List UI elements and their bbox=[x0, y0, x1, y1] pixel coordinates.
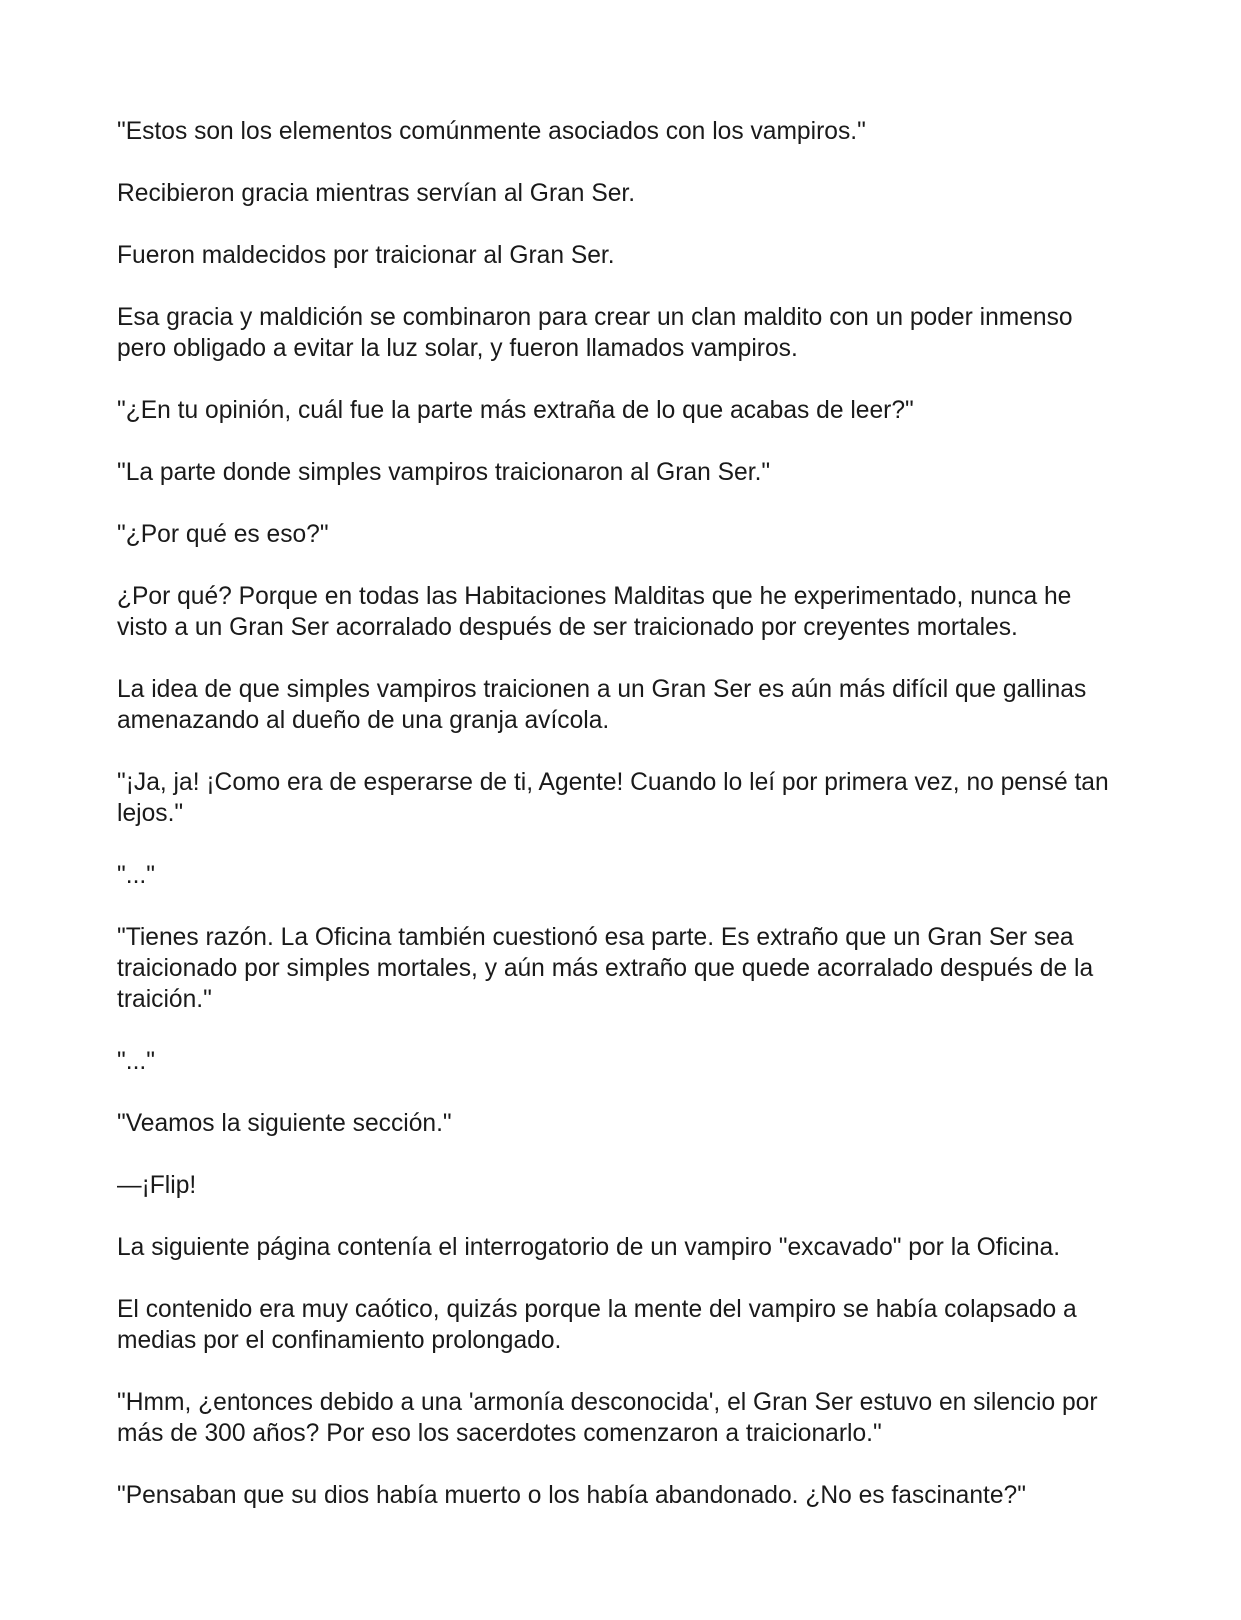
paragraph-12: "Tienes razón. La Oficina también cuestionó esa parte. Es extraño que un Gran Ser sea traicionado por simples mortales, y aún más extraño que quede acorralado después de la traición." bbox=[117, 924, 1094, 1013]
document-body bbox=[117, 116, 1127, 1511]
paragraph-9: La idea de que simples vampiros traicionen a un Gran Ser es aún más difícil que gallinas amenazando al dueño de una granja avícola. bbox=[117, 676, 1087, 734]
paragraph-1: "Estos son los elementos comúnmente asociados con los vampiros." bbox=[117, 118, 866, 145]
paragraph-18: "Hmm, ¿entonces debido a una 'armonía desconocida', el Gran Ser estuvo en silencio por más de 300 años? Por eso los sacerdotes comenzaron a traicionarlo." bbox=[117, 1389, 1098, 1447]
paragraph-13: "..." bbox=[117, 1048, 155, 1075]
paragraph-19: "Pensaban que su dios había muerto o los había abandonado. ¿No es fascinante?" bbox=[117, 1482, 1026, 1509]
paragraph-8: ¿Por qué? Porque en todas las Habitaciones Malditas que he experimentado, nunca he visto a un Gran Ser acorralado después de ser traicionado por creyentes mortales. bbox=[117, 583, 1072, 641]
paragraph-11: "..." bbox=[117, 862, 155, 889]
paragraph-4: Esa gracia y maldición se combinaron para crear un clan maldito con un poder inmenso pero obligado a evitar la luz solar, y fueron llamados vampiros. bbox=[117, 304, 1073, 362]
paragraph-15: —¡Flip! bbox=[117, 1172, 197, 1199]
paragraph-5: "¿En tu opinión, cuál fue la parte más extraña de lo que acabas de leer?" bbox=[117, 397, 914, 424]
paragraph-10: "¡Ja, ja! ¡Como era de esperarse de ti, Agente! Cuando lo leí por primera vez, no pensé tan lejos." bbox=[117, 769, 1109, 827]
paragraph-2: Recibieron gracia mientras servían al Gran Ser. bbox=[117, 180, 636, 207]
paragraph-14: "Veamos la siguiente sección." bbox=[117, 1110, 452, 1137]
paragraph-16: La siguiente página contenía el interrogatorio de un vampiro "excavado" por la Oficina. bbox=[117, 1234, 1061, 1261]
paragraph-17: El contenido era muy caótico, quizás porque la mente del vampiro se había colapsado a medias por el confinamiento prolongado. bbox=[117, 1296, 1077, 1354]
paragraph-6: "La parte donde simples vampiros traicionaron al Gran Ser." bbox=[117, 459, 771, 486]
paragraph-7: "¿Por qué es eso?" bbox=[117, 521, 329, 548]
paragraph-3: Fueron maldecidos por traicionar al Gran Ser. bbox=[117, 242, 615, 269]
